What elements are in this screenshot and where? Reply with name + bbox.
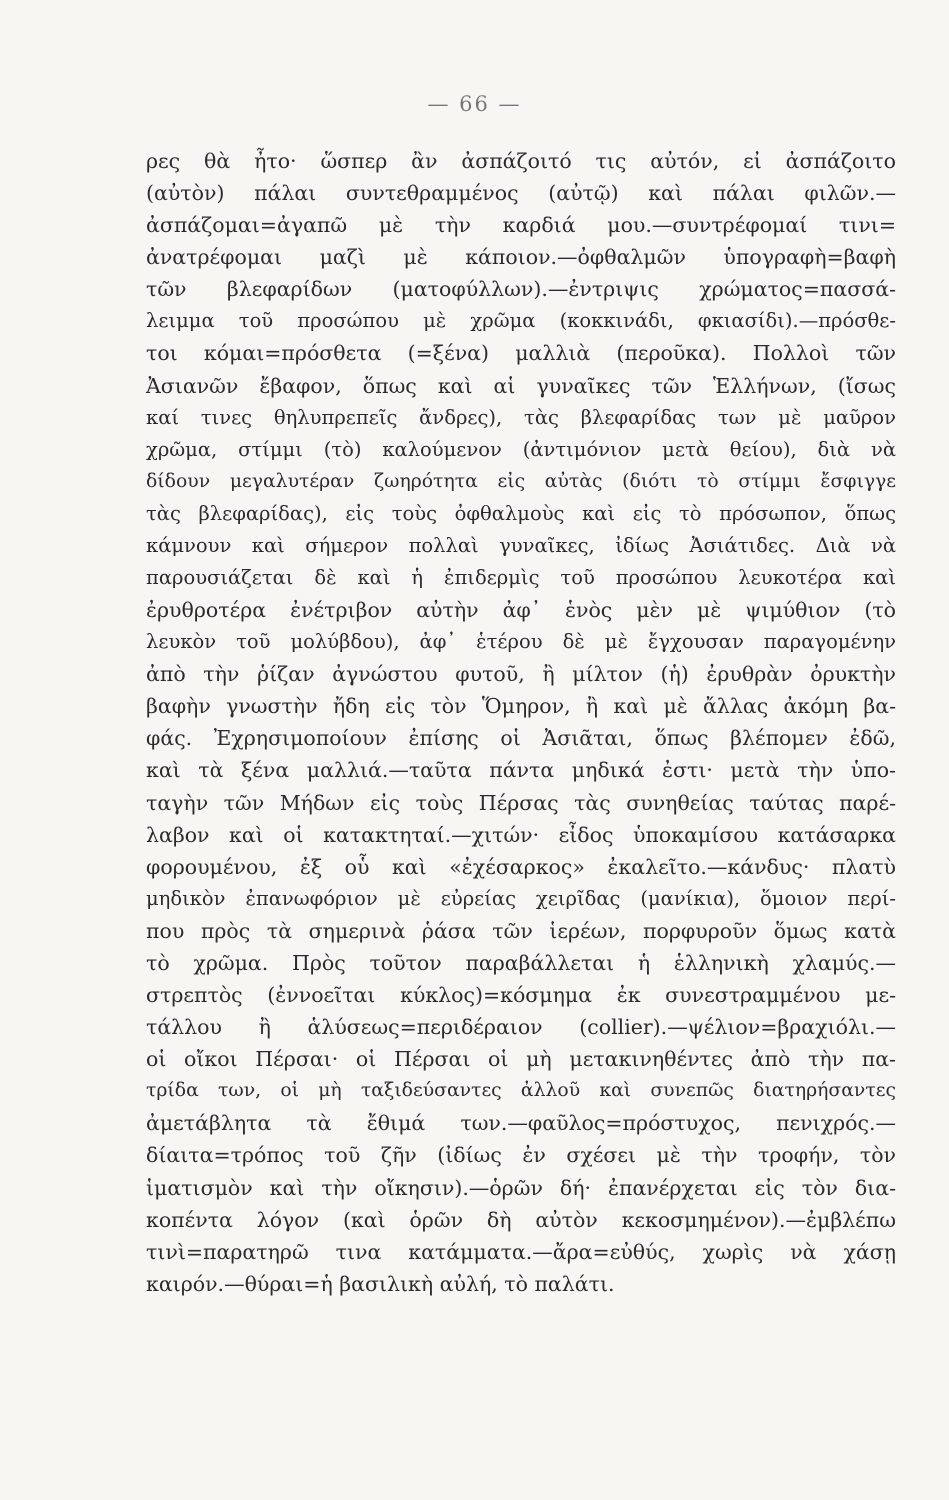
text-line: τοι κόμαι=πρόσθετα (=ξένα) μαλλιὰ (περοῦκα). Πολλοὶ τῶν [146,341,896,366]
text-line: ἀπὸ τὴν ῥίζαν ἀγνώστου φυτοῦ, ἢ μίλτον (ἡ) ἐρυθρὰν ὀρυκτὴν [146,662,896,687]
text-line: τάλλου ἢ ἁλύσεως=περιδέραιον (collier).—ψέλιον=βραχιόλι.— [146,1015,896,1040]
text-line: φάς. Ἐχρησιμοποίουν ἐπίσης οἱ Ἀσιᾶται, ὅπως βλέπομεν ἐδῶ, [146,726,896,751]
body-text [146,145,896,1300]
text-line: ταγὴν τῶν Μήδων εἰς τοὺς Πέρσας τὰς συνηθείας ταύτας παρέ- [146,790,896,815]
text-line: τὰς βλεφαρίδας), εἰς τοὺς ὀφθαλμοὺς καὶ εἰς τὸ πρόσωπον, ὅπως [146,501,896,525]
text-line: (αὐτὸν) πάλαι συντεθραμμένος (αὐτῷ) καὶ πάλαι φιλῶν.— [146,181,896,206]
text-line: Ἀσιανῶν ἔβαφον, ὅπως καὶ αἱ γυναῖκες τῶν Ἑλλήνων, (ἴσως [146,373,896,398]
text-line: ἀμετάβλητα τὰ ἔθιμά των.—φαῦλος=πρόστυχος, πενιχρός.— [146,1111,896,1136]
text-line: που πρὸς τὰ σημερινὰ ῥάσα τῶν ἱερέων, πορφυροῦν ὅμως κατὰ [146,918,896,943]
text-line: τρίδα των, οἱ μὴ ταξιδεύσαντες ἀλλοῦ καὶ συνεπῶς διατηρήσαντες [146,1080,896,1102]
text-line: δίαιτα=τρόπος τοῦ ζῆν (ἰδίως ἐν σχέσει μὲ τὴν τροφήν, τὸν [146,1143,896,1168]
text-line: παρουσιάζεται δὲ καὶ ἡ ἐπιδερμὶς τοῦ προσώπου λευκοτέρα καὶ [146,566,896,590]
text-line: λαβον καὶ οἱ κατακτηταί.—χιτών· εἶδος ὑποκαμίσου κατάσαρκα [146,822,896,847]
text-line: μηδικὸν ἐπανωφόριον μὲ εὐρείας χειρῖδας (μανίκια), ὅμοιον περί- [146,886,896,910]
text-line: τινὶ=παρατηρῶ τινα κατάμματα.—ἄρα=εὐθύς, χωρὶς νὰ χάσῃ [146,1239,896,1264]
text-line: οἱ οἴκοι Πέρσαι· οἱ Πέρσαι οἱ μὴ μετακινηθέντες ἀπὸ τὴν πα- [146,1047,896,1072]
text-line: καὶ τὰ ξένα μαλλιά.—ταῦτα πάντα μηδικά ἐστι· μετὰ τὴν ὑπο- [146,758,896,783]
text-line: ἐρυθροτέρα ἐνέτριβον αὐτὴν ἀφ᾽ ἑνὸς μὲν μὲ ψιμύθιον (τὸ [146,598,896,623]
text-line: τὸ χρῶμα. Πρὸς τοῦτον παραβάλλεται ἡ ἑλληνικὴ χλαμύς.— [146,950,896,975]
text-line: ρες θὰ ἦτο· ὥσπερ ἂν ἀσπάζοιτό τις αὐτόν, εἰ ἀσπάζοιτο [146,149,896,173]
text-line: βαφὴν γνωστὴν ἤδη εἰς τὸν Ὅμηρον, ἢ καὶ μὲ ἄλλας ἀκόμη βα- [146,694,896,719]
text-line: δίδουν μεγαλυτέραν ζωηρότητα εἰς αὐτὰς (διότι τὸ στίμμι ἔσφιγγε [146,470,896,492]
text-line: κοπέντα λόγον (καὶ ὁρῶν δὴ αὐτὸν κεκοσμημένον).—ἐμβλέπω [146,1207,896,1232]
text-line: ἀνατρέφομαι μαζὶ μὲ κάποιον.—ὀφθαλμῶν ὑπογραφὴ=βαφὴ [146,245,896,270]
text-line: καιρόν.—θύραι=ἡ βασιλικὴ αὐλή, τὸ παλάτι. [146,1271,615,1296]
text-line: ἱματισμὸν καὶ τὴν οἴκησιν).—ὁρῶν δή· ἐπανέρχεται εἰς τὸν δια- [146,1175,896,1200]
text-line: λευκὸν τοῦ μολύβδου), ἀφ᾽ ἑτέρου δὲ μὲ ἔγχουσαν παραγομένην [146,630,896,654]
text-line: τῶν βλεφαρίδων (ματοφύλλων).—ἐντριψις χρώματος=πασσά- [146,277,896,302]
page-number: — 66 — [427,92,522,116]
text-line: ἀσπάζομαι=ἀγαπῶ μὲ τὴν καρδιά μου.—συντρέφομαί τινι= [146,213,896,238]
text-line: καί τινες θηλυπρεπεῖς ἄνδρες), τὰς βλεφαρίδας των μὲ μαῦρον [146,405,896,429]
text-line: χρῶμα, στίμμι (τὸ) καλούμενον (ἀντιμόνιον μετὰ θείου), διὰ νὰ [146,437,896,461]
text-line: λειμμα τοῦ προσώπου μὲ χρῶμα (κοκκινάδι, φκιασίδι).—πρόσθε- [146,309,896,333]
text-line: κάμνουν καὶ σήμερον πολλαὶ γυναῖκες, ἰδίως Ἀσιάτιδες. Διὰ νὰ [146,533,896,557]
text-line: στρεπτὸς (ἐννοεῖται κύκλος)=κόσμημα ἐκ συνεστραμμένου με- [146,983,896,1008]
text-line: φορουμένου, ἐξ οὗ καὶ «ἐχέσαρκος» ἐκαλεῖτο.—κάνδυς· πλατὺ [146,854,896,879]
